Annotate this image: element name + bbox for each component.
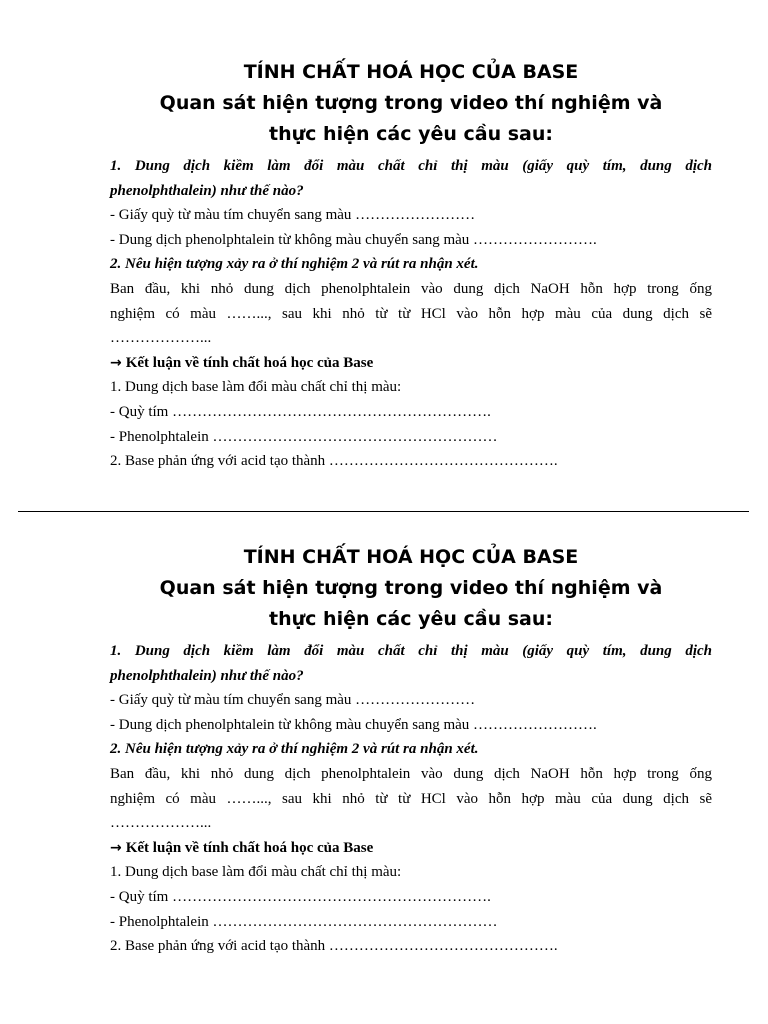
question-2: 2. Nêu hiện tượng xảy ra ở thí nghiệm 2 và rút ra nhận xét. — [110, 741, 479, 758]
conclusion-item: 1. Dung dịch base làm đổi màu chất chỉ thị màu: — [110, 864, 402, 881]
conclusion-heading — [110, 351, 712, 376]
question-1-line: phenolphthalein) như thế nào? — [110, 667, 304, 684]
conclusion-subitem: - Quỳ tím ………………………………………………………. — [110, 888, 491, 905]
conclusion-item: 2. Base phản ứng với acid tạo thành ………………………………………. — [110, 453, 558, 470]
answer-1-litmus: - Giấy quỳ từ màu tím chuyển sang màu …………………… — [110, 692, 476, 709]
paragraph-2-line: Ban đầu, khi nhỏ dung dịch phenolphtalein vào dung dịch NaOH hỗn hợp trong ống — [110, 280, 712, 297]
paragraph-2-line: ………………... — [110, 330, 212, 347]
conclusion-item: 1. Dung dịch base làm đổi màu chất chỉ thị màu: — [110, 379, 402, 396]
question-1-line: 1. Dung dịch kiềm làm đổi màu chất chỉ thị màu (giấy quỳ tím, dung dịch — [110, 158, 712, 174]
question-1-line: 1. Dung dịch kiềm làm đổi màu chất chỉ thị màu (giấy quỳ tím, dung dịch — [110, 643, 712, 659]
worksheet-top — [110, 57, 712, 474]
arrow-right-icon: → — [110, 354, 122, 371]
arrow-right-icon: → — [110, 839, 122, 856]
paragraph-2-line: ………………... — [110, 815, 212, 832]
conclusion-heading-text: Kết luận về tính chất hoá học của Base — [125, 839, 374, 856]
conclusion-subitem: - Quỳ tím ………………………………………………………. — [110, 403, 491, 420]
worksheet-title: TÍNH CHẤT HOÁ HỌC CỦA BASE — [243, 546, 579, 568]
question-1-line: phenolphthalein) như thế nào? — [110, 182, 304, 199]
worksheet-instruction-line: Quan sát hiện tượng trong video thí nghiệm và — [159, 92, 663, 114]
worksheet-instruction-line: thực hiện các yêu cầu sau: — [269, 608, 553, 630]
worksheet-bottom — [110, 542, 712, 959]
conclusion-subitem: - Phenolphtalein ………………………………………………… — [110, 913, 498, 930]
conclusion-item: 2. Base phản ứng với acid tạo thành ………………………………………. — [110, 938, 558, 955]
conclusion-heading-text: Kết luận về tính chất hoá học của Base — [125, 354, 374, 371]
answer-1-litmus: - Giấy quỳ từ màu tím chuyển sang màu …………………… — [110, 207, 476, 224]
worksheet-instruction-line: thực hiện các yêu cầu sau: — [269, 123, 553, 145]
cut-line-divider — [18, 511, 749, 512]
worksheet-instruction-line: Quan sát hiện tượng trong video thí nghiệm và — [159, 577, 663, 599]
answer-1-phenolphthalein: - Dung dịch phenolphtalein từ không màu chuyển sang màu ……………………. — [110, 231, 597, 248]
question-2: 2. Nêu hiện tượng xảy ra ở thí nghiệm 2 và rút ra nhận xét. — [110, 256, 479, 273]
worksheet-title: TÍNH CHẤT HOÁ HỌC CỦA BASE — [243, 61, 579, 83]
paragraph-2-line: nghiệm có màu ……..., sau khi nhỏ từ từ HCl vào hỗn hợp màu của dung dịch sẽ — [110, 305, 712, 322]
conclusion-heading — [110, 836, 712, 861]
answer-1-phenolphthalein: - Dung dịch phenolphtalein từ không màu chuyển sang màu ……………………. — [110, 716, 597, 733]
paragraph-2-line: nghiệm có màu ……..., sau khi nhỏ từ từ HCl vào hỗn hợp màu của dung dịch sẽ — [110, 790, 712, 807]
conclusion-subitem: - Phenolphtalein ………………………………………………… — [110, 428, 498, 445]
paragraph-2-line: Ban đầu, khi nhỏ dung dịch phenolphtalein vào dung dịch NaOH hỗn hợp trong ống — [110, 765, 712, 782]
